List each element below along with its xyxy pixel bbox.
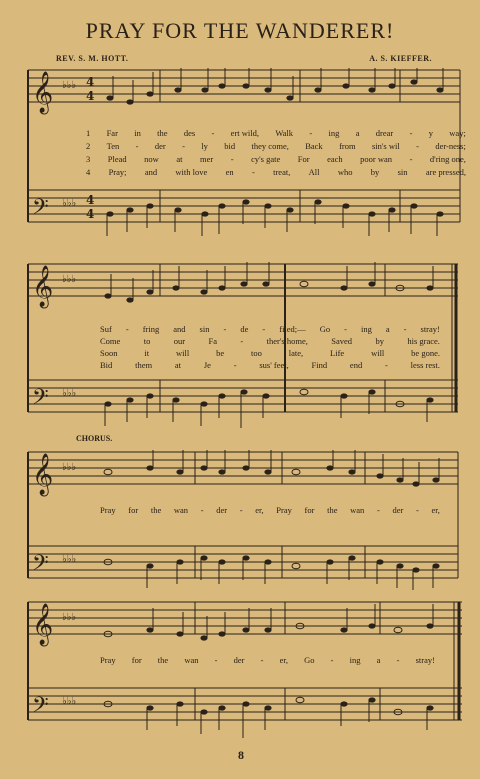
verse-2-lyrics: 2 Ten - der - ly bid they come, Back from sin's wil - der-ness; [86, 141, 466, 151]
svg-text:♭♭♭: ♭♭♭ [62, 554, 77, 565]
system-2-verse-4-lyrics: Bid them at Je - sus' feet, Find end - less rest. [100, 360, 440, 370]
svg-text:♭♭♭: ♭♭♭ [62, 198, 77, 209]
page-title: PRAY FOR THE WANDERER! [85, 18, 395, 43]
svg-text:𝄞: 𝄞 [32, 72, 54, 113]
svg-text:4: 4 [86, 75, 95, 89]
svg-text:4: 4 [86, 89, 95, 103]
composer-credit: A. S. KIEFFER. [369, 54, 432, 63]
svg-text:♭♭♭: ♭♭♭ [62, 80, 77, 91]
verse-4-lyrics: 4 Pray; and with love en - treat, All who by sin are pressed, [86, 167, 466, 177]
svg-text:♭♭♭: ♭♭♭ [62, 388, 77, 399]
chorus-label: CHORUS. [76, 434, 113, 443]
svg-text:𝄞: 𝄞 [32, 604, 54, 645]
svg-text:4: 4 [86, 193, 95, 207]
svg-text:♭♭♭: ♭♭♭ [62, 612, 77, 623]
svg-text:𝄢: 𝄢 [32, 551, 49, 581]
svg-text:♭♭♭: ♭♭♭ [62, 462, 77, 473]
svg-text:♭♭♭: ♭♭♭ [62, 274, 77, 285]
svg-text:𝄢: 𝄢 [32, 195, 49, 225]
svg-text:𝄢: 𝄢 [32, 385, 49, 415]
system-2-verse-2-lyrics: Come to our Fa - ther's home, Saved by his grace. [100, 336, 440, 346]
chorus-lyrics-1: Pray for the wan - der - er, Pray for the wan - der - er, [100, 505, 440, 515]
svg-text:♭♭♭: ♭♭♭ [62, 696, 77, 707]
svg-text:4: 4 [86, 207, 95, 221]
system-2-verse-3-lyrics: Soon it will be too late, Life will be gone. [100, 348, 440, 358]
chorus-lyrics-2: Pray for the wan - der - er, Go - ing a - stray! [100, 655, 435, 665]
page-number: 8 [238, 748, 244, 762]
svg-text:𝄞: 𝄞 [32, 454, 54, 495]
verse-1-lyrics: 1 Far in the des - ert wild, Walk - ing a drear - y way; [86, 128, 466, 138]
system-2-verse-1-lyrics: Suf - fring and sin - de - filed;— Go - ing a - stray! [100, 324, 440, 334]
svg-text:𝄞: 𝄞 [32, 266, 54, 307]
system-2-music [0, 262, 480, 432]
svg-text:𝄢: 𝄢 [32, 693, 49, 723]
verse-3-lyrics: 3 Plead now at mer - cy's gate For each poor wan - d'ring one, [86, 154, 466, 164]
system-4-music [0, 600, 480, 742]
lyricist-credit: REV. S. M. HOTT. [56, 54, 129, 63]
system-3-music [0, 450, 480, 592]
